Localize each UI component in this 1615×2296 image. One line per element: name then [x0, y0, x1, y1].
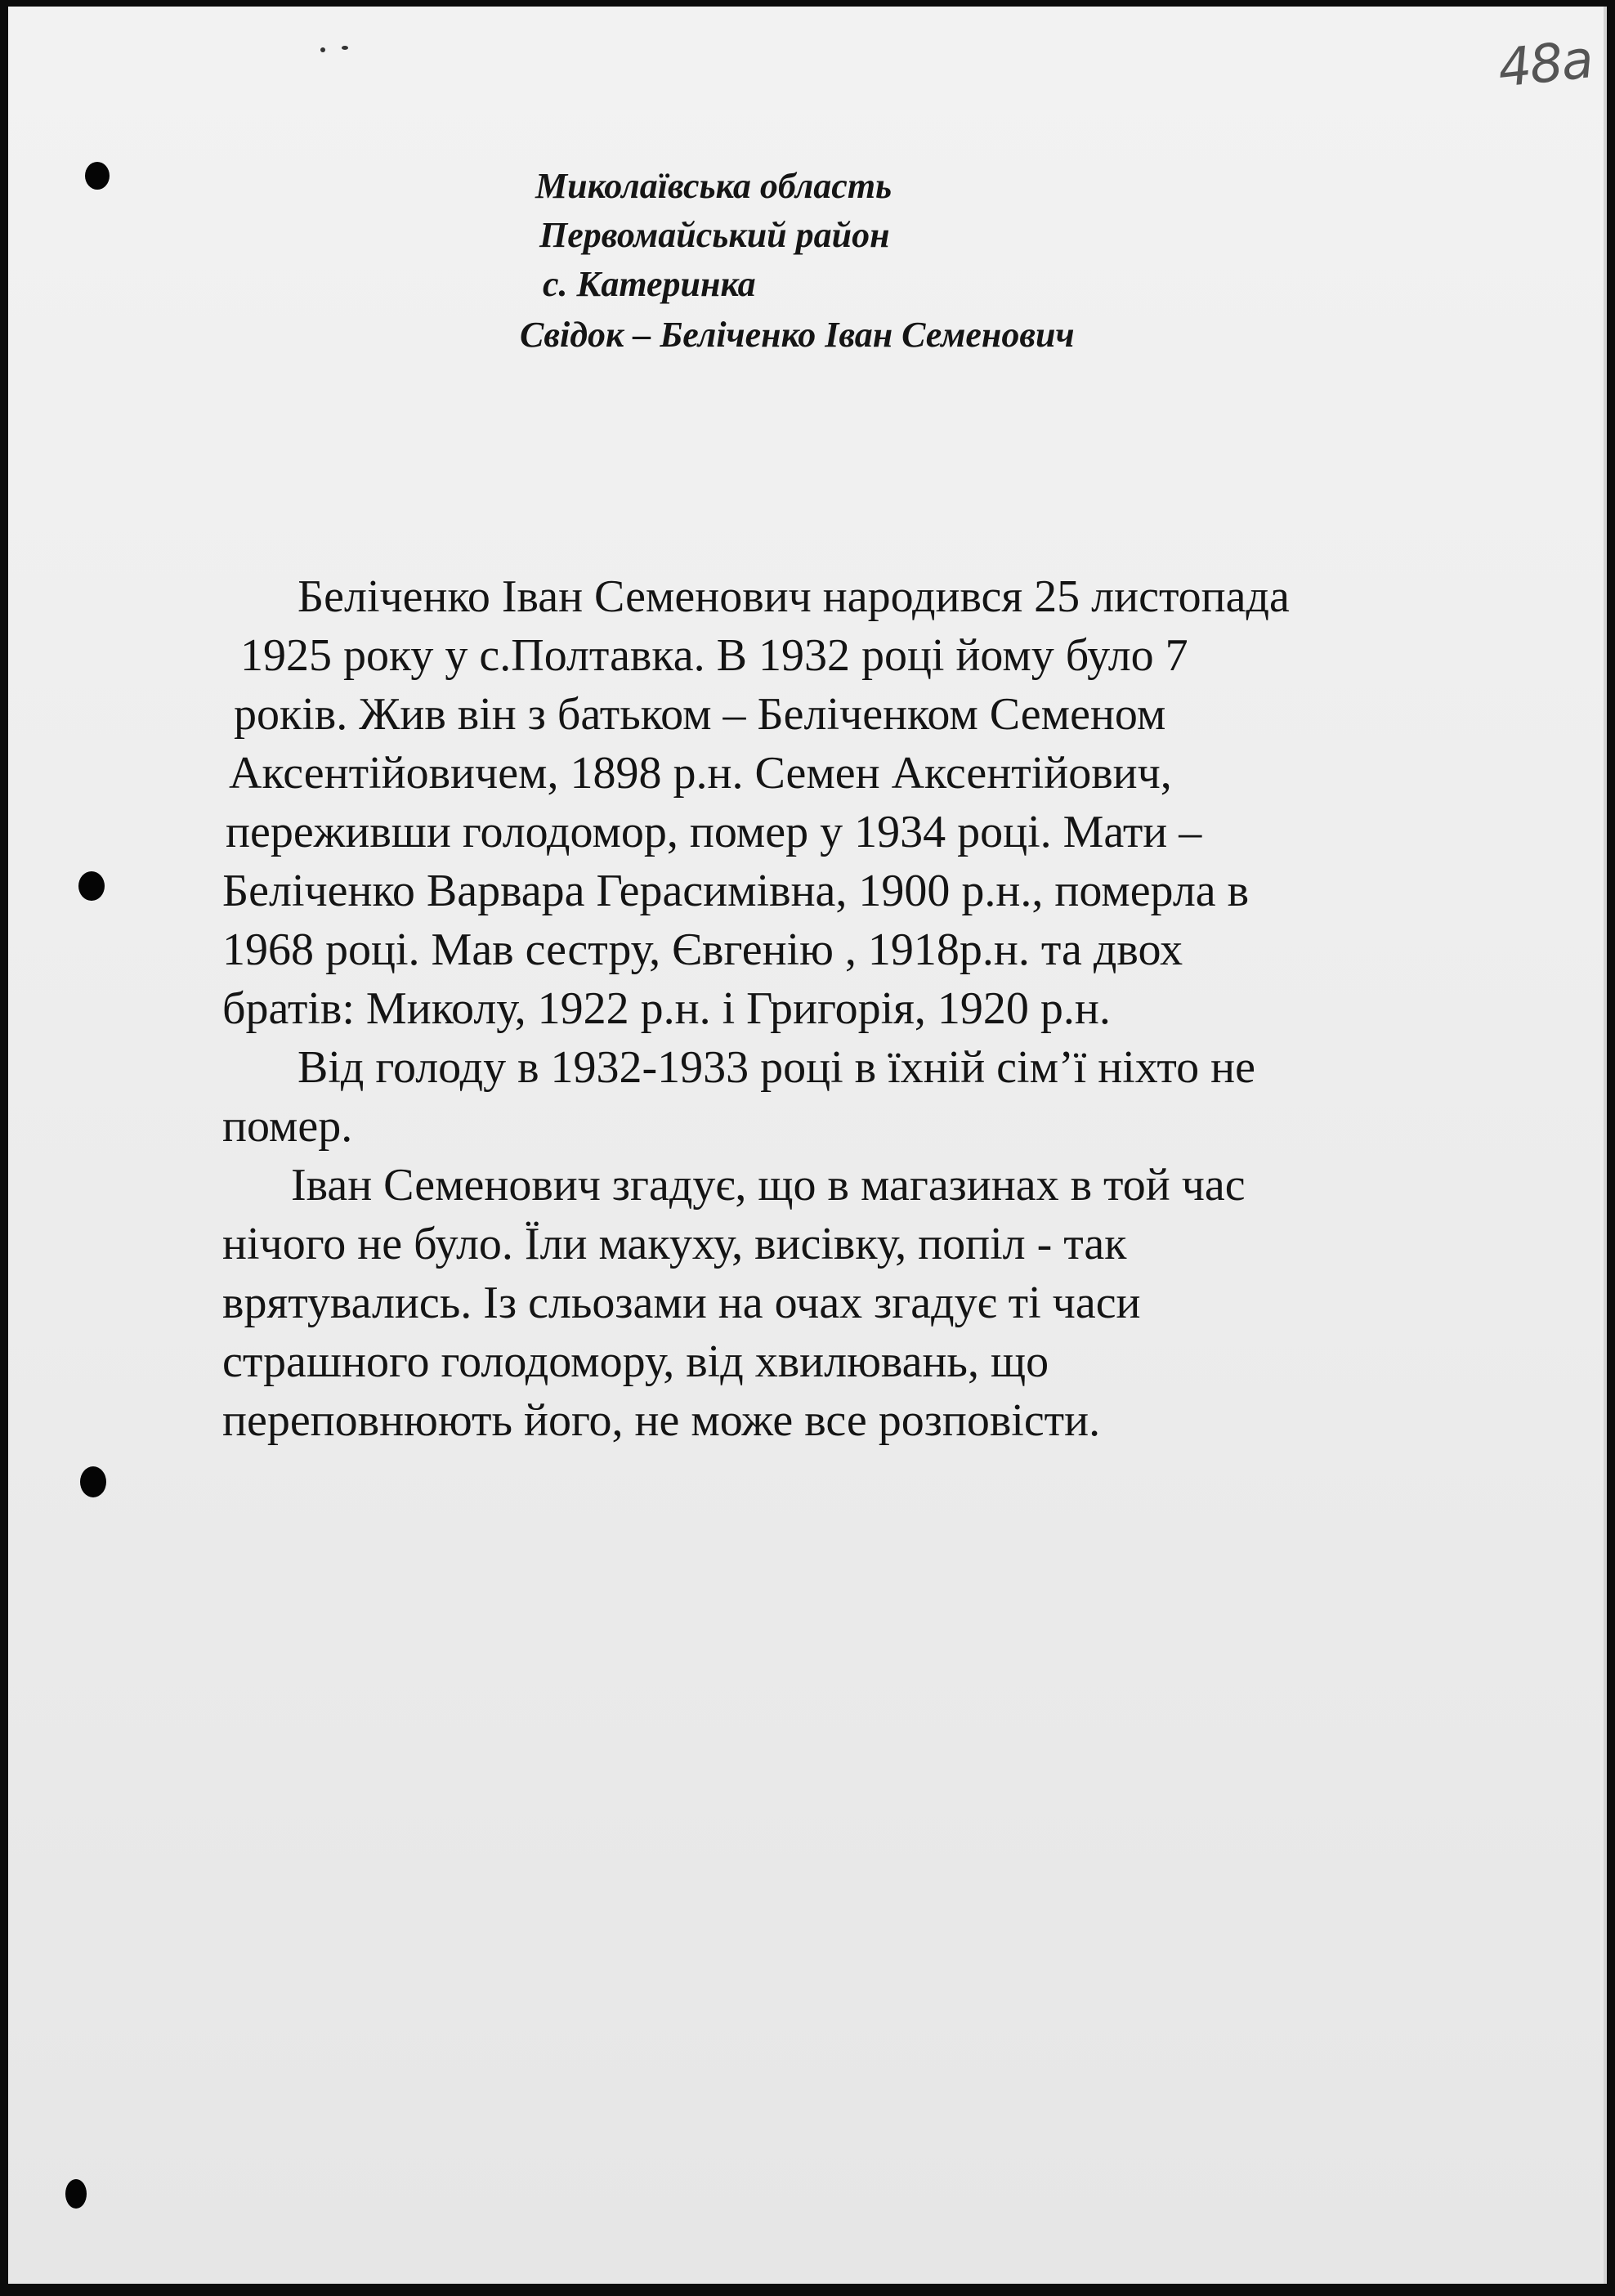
body-line: років. Жив він з батьком – Беліченком Семеном [234, 689, 1166, 740]
body-line: Беліченко Іван Семенович народився 25 листопада [298, 571, 1290, 622]
body-line: врятувались. Із сльозами на очах згадує ті часи [222, 1278, 1141, 1328]
body-line: 1968 році. Мав сестру, Євгенію , 1918р.н. та двох [222, 924, 1183, 975]
punch-hole [65, 2179, 87, 2209]
body-line: Іван Семенович згадує, що в магазинах в той час [291, 1160, 1246, 1211]
scan-speck [342, 46, 348, 50]
punch-hole [85, 162, 110, 190]
body-line: переживши голодомор, помер у 1934 році. Мати – [226, 807, 1202, 857]
body-line: переповнюють його, не може все розповісти. [222, 1395, 1101, 1446]
scan-speck [320, 47, 325, 52]
punch-hole [80, 1466, 106, 1497]
punch-hole [78, 871, 105, 901]
body-line: братів: Миколу, 1922 р.н. і Григорія, 1920 р.н. [222, 983, 1111, 1034]
body-line: Аксентійовичем, 1898 р.н. Семен Аксентійович, [229, 748, 1172, 799]
body-line: Від голоду в 1932-1933 році в їхній сім’ї ніхто не [298, 1042, 1255, 1093]
body-line: 1925 року у с.Полтавка. В 1932 році йому було 7 [240, 630, 1188, 681]
body-line: Беліченко Варвара Герасимівна, 1900 р.н., померла в [222, 866, 1250, 916]
header-witness: Свідок – Беліченко Іван Семенович [520, 315, 1075, 355]
body-line: помер. [222, 1101, 353, 1152]
document-page [8, 7, 1607, 2284]
header-village: с. Катеринка [543, 264, 756, 304]
header-region: Миколаївська область [535, 166, 892, 206]
body-line: страшного голодомору, від хвилювань, що [222, 1336, 1049, 1387]
header-district: Первомайський район [539, 215, 890, 255]
body-line: нічого не було. Їли макуху, висівку, попіл - так [222, 1219, 1127, 1269]
testimony-text [222, 567, 1497, 1450]
handwritten-page-number: 48а [1495, 29, 1595, 100]
